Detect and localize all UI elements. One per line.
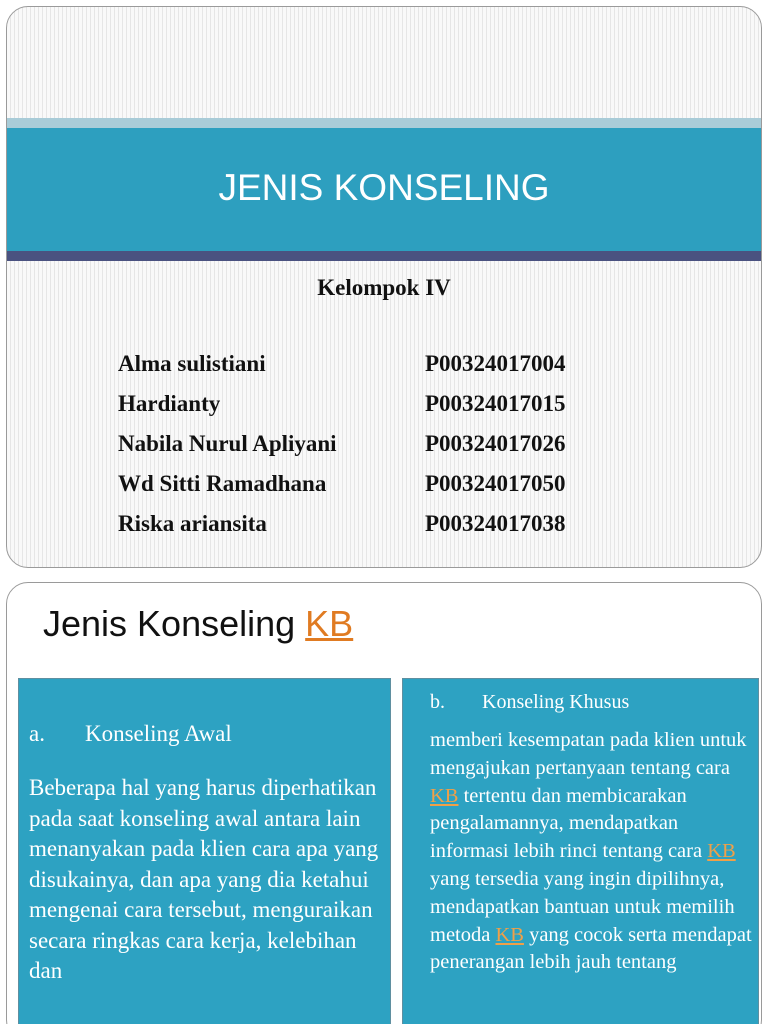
body-text-segment: yang tersedia yang ingin dipilihnya, mendapatkan bantuan untuk memilih metoda [430,867,735,946]
member-name: Hardianty [118,391,221,416]
member-name: Riska ariansita [118,511,267,536]
member-id: P00324017026 [425,431,566,456]
member-id: P00324017004 [425,351,566,376]
item-heading-text: Konseling Awal [85,721,232,746]
title-band-bottom-stripe [7,251,761,261]
content-slide [6,582,762,1024]
body-text-segment: memberi kesempatan pada klien untuk mengajukan pertanyaan tentang cara [430,729,747,779]
member-name: Wd Sitti Ramadhana [118,471,327,496]
konseling-khusus-box [402,678,759,1024]
body-text-segment: tertentu dan membicarakan pengalamannya, mendapatkan informasi lebih rinci tentang cara [430,784,708,863]
item-heading [430,691,752,714]
member-row [118,511,625,551]
member-list [118,351,625,551]
item-letter: a. [29,721,45,746]
kb-link[interactable]: KB [707,840,736,863]
member-row [118,431,625,471]
title-band-top-stripe [7,118,761,128]
member-name: Nabila Nurul Apliyani [118,431,337,456]
member-id: P00324017015 [425,391,566,416]
member-row [118,351,625,391]
item-body [430,727,752,977]
member-name: Alma sulistiani [118,351,266,376]
kb-title-link[interactable]: KB [305,603,354,644]
member-id: P00324017038 [425,511,566,536]
member-id: P00324017050 [425,471,566,496]
body-text-segment: yang cocok serta mendapat penerangan lebih jauh tentang [430,923,752,974]
item-body: Beberapa hal yang harus diperhatikan pada saat konseling awal antara lain menanyakan pada klien cara apa yang disukainya, dan apa yang dia ketahui mengenai cara tersebut, menguraikan secara ringkas cara kerja, kelebihan dan [29,775,379,983]
group-label: Kelompok IV [317,275,451,300]
konseling-awal-box [18,678,391,1024]
slide-title [43,603,353,645]
item-heading [29,721,380,747]
kb-link[interactable]: KB [495,923,524,946]
member-row [118,391,625,431]
slide-title-text: Jenis Konseling [43,603,306,644]
kb-link[interactable]: KB [430,784,459,807]
title-slide [6,6,762,568]
slide-title: JENIS KONSELING [218,167,550,208]
member-row [118,471,625,511]
item-heading-text: Konseling Khusus [482,691,630,713]
item-letter: b. [430,691,445,713]
